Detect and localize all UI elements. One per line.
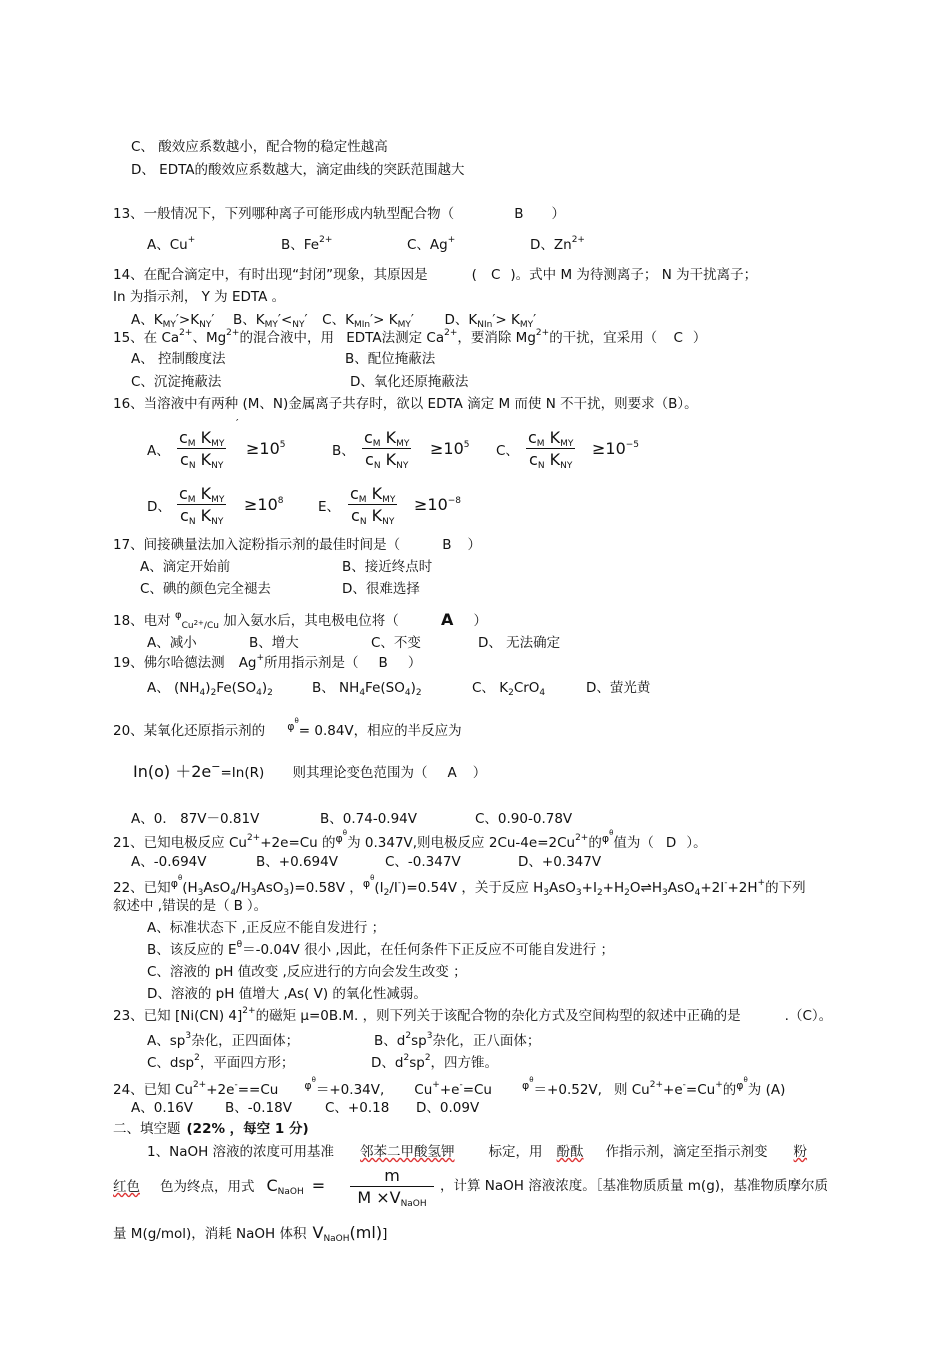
q13-option-c: C、Ag+	[407, 235, 456, 253]
q13-option-d: D、$Zn^{2+}$	[530, 235, 585, 253]
q19-option-b: B、 $NH_4Fe(SO_4)_2$	[312, 680, 422, 698]
q24-option-d: D、0.09V	[416, 1100, 480, 1116]
q15-answer: C	[673, 330, 683, 346]
section-title: 二、填空题 (22% ，每空 1 分)	[113, 1121, 309, 1137]
q16-fraction-d: $c_M$ $K_{MY}$ $c_N$ $K_{NY}$	[179, 484, 225, 527]
q23-answer: C	[802, 1008, 812, 1024]
q16-fraction-a: $c_M$ $K_{MY}$ $c_N$ $K_{NY}$	[179, 428, 225, 471]
q17-option-d: D、很难选择	[342, 581, 420, 597]
q13-stem: 13、一般情况下，下列哪种离子可能形成内轨型配合物（ B ）	[113, 206, 565, 222]
q13-answer: B	[514, 206, 524, 222]
q16-label-d: D、	[147, 499, 171, 515]
q14-stem: 14、在配合滴定中，有时出现“封闭”现象，其原因是 ( C )。式中 M 为待测离子； N 为干扰离子；	[113, 267, 758, 283]
q15-option-d: D、氧化还原掩蔽法	[350, 374, 469, 390]
fill1-formula-fraction: m $M \times V_{NaOH}$	[350, 1166, 434, 1207]
q20-answer: A	[447, 765, 457, 781]
q22-answer: B	[233, 898, 243, 914]
q24-option-a: A、0.16V	[131, 1100, 194, 1116]
q24-stem: 24、已知 $Cu^{2+}+2e^-==Cu$ $^{\varphi^\theta}$＝+0.34V, Cu++e-=Cu $^{\varphi^\theta}$＝+0.52V, 则 $Cu^{2+}+e^-=Cu^+$的$^{\varphi^\theta}$为 (A)	[113, 1076, 786, 1098]
q14-options: A、$K_{MY}'>K_{NY}'$ B、$K_{MY}'<_{NY}'$ C、$K_{MIn}'> K_{MY}'$ D、$K_{NIn}'> K_{MY}'$	[131, 312, 537, 330]
q16-fraction-b: $c_M$ $K_{MY}$ $c_N$ $K_{NY}$	[364, 428, 410, 471]
q14-answer: C	[490, 267, 501, 283]
q17-option-b: B、接近终点时	[342, 559, 433, 575]
q22-option-c: C、溶液的 pH 值改变 ,反应进行的方向会发生改变 ；	[147, 964, 467, 980]
q24-option-c: C、+0.18	[325, 1100, 390, 1116]
q17-option-c: C、碘的颜色完全褪去	[140, 581, 271, 597]
q23-option-c: C、dsp$^2$，平面四方形；	[147, 1053, 295, 1071]
q22-stem: 22、已知$^{\varphi^\theta}(H_3AsO_4/H_3AsO_3)=0.58V$ ，$^{\varphi^\theta}(I_2/I^-)=0.54V$ ，关于反应 $H_3AsO_3+I_2+H_2O\rightleftharpoons H_3AsO_4+2I^-+2H^+$的下列	[113, 874, 806, 898]
q16-fraction-c: $c_M$ $K_{MY}$ $c_N$ $K_{NY}$	[528, 428, 574, 471]
q19-answer: B	[378, 655, 388, 671]
q16-label-b: B、	[332, 443, 355, 459]
q14-line2: In 为指示剂， Y 为 EDTA 。	[113, 289, 286, 305]
q22-option-a: A、标准状态下 ,正反应不能自发进行 ；	[147, 920, 386, 936]
q16-fraction-e: $c_M$ $K_{MY}$ $c_N$ $K_{NY}$	[350, 484, 396, 527]
fill1-line2-rest: ，计算 NaOH 溶液浓度。［基准物质质量 m(g)，基准物质摩尔质	[440, 1178, 829, 1194]
q18-option-a: A、减小	[147, 635, 197, 651]
q16-stem: 16、当溶液中有两种 (M、N)金属离子共存时，欲以 EDTA 滴定 M 而使 N 不干扰，则要求（B）。	[113, 396, 698, 412]
fill1-line3: 量 M(g/mol)，消耗 NaOH 体积 $V_{NaOH}(ml)$]	[113, 1223, 388, 1244]
q15-option-a: A、 控制酸度法	[131, 351, 226, 367]
q18-option-d: D、 无法确定	[478, 635, 561, 651]
fill1-line2: 红色 色为终点，用式 $C_{NaOH}$ =	[113, 1176, 326, 1197]
q17-stem: 17、间接碘量法加入淀粉指示剂的最佳时间是（ B ）	[113, 537, 481, 553]
q18-option-c: C、不变	[371, 635, 421, 651]
q19-stem: 19、佛尔哈德法测 Ag+所用指示剂是（ B ）	[113, 653, 422, 671]
q19-option-a: A、 $(NH_4)_2Fe(SO_4)_2$	[147, 680, 273, 698]
fill1-blank-3a: 粉	[793, 1144, 808, 1160]
fill1-blank-3b: 红色	[113, 1179, 140, 1195]
q12-option-c: C、 酸效应系数越小，配合物的稳定性越高	[131, 139, 388, 155]
q21-option-d: D、+0.347V	[518, 854, 602, 870]
q15-stem: 15、在 $Ca^{2+}$、$Mg^{2+}$的混合液中，用 EDTA法测定 $Ca^{2+}$，要消除 $Mg^{2+}$的干扰，宜采用（ C ）	[113, 328, 707, 346]
q16-label-e: E、	[318, 499, 341, 515]
q19-option-d: D、萤光黄	[586, 680, 651, 696]
q17-option-a: A、滴定开始前	[140, 559, 231, 575]
q22-option-b: B、该反应的 $E^\theta=-0.04V$ 很小 ,因此，在任何条件下正反应不可能自发进行 ；	[147, 940, 614, 958]
q21-stem: 21、已知电极反应 $Cu^{2+}+2e=Cu$ 的$^{\varphi^\theta}$为 0.347V,则电极反应 $2Cu-4e=2Cu^{2+}$的$^{\varphi^\theta}$值为（ D ）。	[113, 829, 707, 851]
fill1-blank-1: 邻苯二甲酸氢钾	[360, 1144, 455, 1160]
q12-option-d: D、 EDTA的酸效应系数越大，滴定曲线的突跃范围越大	[131, 162, 465, 178]
q20-reaction: In(o) ＋2e−=In(R) 则其理论变色范围为（ A ）	[133, 760, 487, 781]
q24-option-b: B、-0.18V	[225, 1100, 292, 1116]
q20-option-c: C、0.90-0.78V	[475, 811, 573, 827]
q16-answer: B	[668, 396, 678, 412]
exam-page: C、 酸效应系数越小，配合物的稳定性越高 D、 EDTA的酸效应系数越大，滴定曲线的突跃范围越大 13、一般情况下，下列哪种离子可能形成内轨型配合物（ B ） A、Cu+ B、$Fe^{2+}$ C、Ag+ D、$Zn^{2+}$ 14、在配合滴定中，有时出现“封闭”现象，其原因是 ( C )。式中 M 为待测离子； N 为干扰离子； In 为指示剂， Y 为 EDTA 。 A、$K_{MY}'>K_{NY}'$ B、$K_{MY}'<_{NY}'$ C、$K_{MIn}'> K_{MY}'$ D、$K_{NIn}'> K_{MY}'$ 15、在 $Ca^{2+}$、$Mg^{2+}$的混合液中，用 EDTA法测定 $Ca^{2+}$，要消除 $Mg^{2+}$的干扰，宜采用（ C ） A、 控制酸度法 B、配位掩蔽法 C、沉淀掩蔽法 D、氧化还原掩蔽法 16、当溶液中有两种 (M、N)金属离子共存时，欲以 EDTA 滴定 M 而使 N 不干扰，则要求（B）。 ′ A、 $c_M$ $K_{MY}$ $c_N$ $K_{NY}$ $\ge 10^5$ B、 $c_M$ $K_{MY}$ $c_N$ $K_{NY}$ $\ge 10^5$ C、 $c_M$ $K_{MY}$ $c_N$ $K_{NY}$ $\ge 10^{-5}$ D、 $c_M$ $K_{MY}$ $c_N$ $K_{NY}$ $\ge 10^8$ E、 $c_M$ $K_{MY}$ $c_N$ $K_{NY}$ $\ge 10^{-8}$ 17、间接碘量法加入淀粉指示剂的最佳时间是（ B ） A、滴定开始前 B、接近终点时 C、碘的颜色完全褪去 D、很难选择 18、电对 $^\varphi_{Cu^{2+}/Cu}$ 加入氨水后，其电极电位将（ A ） A、减小 B、增大 C、不变 D、 无法确定 19、佛尔哈德法测 Ag+所用指示剂是（ B ） A、 $(NH_4)_2Fe(SO_4)_2$ B、 $NH_4Fe(SO_4)_2$ C、 $K_2CrO_4$ D、萤光黄 20、某氧化还原指示剂的 $^{\varphi^\theta}$= 0.84V，相应的半反应为 In(o) ＋2e−=In(R) 则其理论变色范围为（ A ） A、0． 87V－0.81V B、0.74-0.94V C、0.90-0.78V 21、已知电极反应 $Cu^{2+}+2e=Cu$ 的$^{\varphi^\theta}$为 0.347V,则电极反应 $2Cu-4e=2Cu^{2+}$的$^{\varphi^\theta}$值为（ D ）。 A、-0.694V B、+0.694V C、-0.347V D、+0.347V 22、已知$^{\varphi^\theta}(H_3AsO_4/H_3AsO_3)=0.58V$ ，$^{\varphi^\theta}(I_2/I^-)=0.54V$ ，关于反应 $H_3AsO_3+I_2+H_2O\rightleftharpoons H_3AsO_4+2I^-+2H^+$的下列 叙述中 ,错误的是（ B ）。 A、标准状态下 ,正反应不能自发进行 ； B、该反应的 $E^\theta=-0.04V$ 很小 ,因此，在任何条件下正反应不可能自发进行 ； C、溶液的 pH 值改变 ,反应进行的方向会发生改变 ； D、溶液的 pH 值增大 ,As( Ⅴ) 的氧化性减弱。 23、已知 [Ni(CN) 4]$^{2+}$的磁矩 μ=0B.M. ，则下列关于该配合物的杂化方式及空间构型的叙述中正确的是 .（C）。 A、$sp^3$杂化，正四面体； B、$d^2sp^3$杂化，正八面体； C、dsp$^2$，平面四方形； D、$d^2sp^2$，四方锥。 24、已知 $Cu^{2+}+2e^-==Cu$ $^{\varphi^\theta}$＝+0.34V, Cu++e-=Cu $^{\varphi^\theta}$＝+0.52V, 则 $Cu^{2+}+e^-=Cu^+$的$^{\varphi^\theta}$为 (A) A、0.16V B、-0.18V C、+0.18 D、0.09V 二、填空题 (22% ，每空 1 分) 1、NaOH 溶液的浓度可用基准 邻苯二甲酸氢钾 标定，用 酚酞 作指示剂，滴定至指示剂变 粉 红色 色为终点，用式 $C_{NaOH}$ = m $M \times V_{NaOH}$ ，计算 NaOH 溶液浓度。［基准物质质量 m(g)，基准物质摩尔质 量 M(g/mol)，消耗 NaOH 体积 $V_{NaOH}(ml)$]	[113, 139, 833, 1244]
q17-answer: B	[442, 537, 452, 553]
q21-option-a: A、-0.694V	[131, 854, 207, 870]
q21-answer: D	[665, 835, 677, 851]
q13-option-b: B、$Fe^{2+}$	[281, 235, 333, 253]
q20-stem: 20、某氧化还原指示剂的 $^{\varphi^\theta}$= 0.84V，相应的半反应为	[113, 717, 462, 739]
q22-option-d: D、溶液的 pH 值增大 ,As( Ⅴ) 的氧化性减弱。	[147, 986, 427, 1002]
q21-option-c: C、-0.347V	[385, 854, 461, 870]
q20-option-b: B、0.74-0.94V	[320, 811, 417, 827]
q22-line2: 叙述中 ,错误的是（ B ）。	[113, 898, 268, 914]
q23-option-d: D、$d^2sp^2$，四方锥。	[371, 1053, 499, 1071]
fill1-line1: 1、NaOH 溶液的浓度可用基准 邻苯二甲酸氢钾 标定，用 酚酞 作指示剂，滴定至指示剂变 粉	[147, 1144, 808, 1160]
q13-option-a: A、Cu+	[147, 235, 196, 253]
q16-label-c: C、	[496, 443, 519, 459]
q20-option-a: A、0． 87V－0.81V	[131, 811, 260, 827]
q18-answer: A	[441, 610, 454, 629]
q21-option-b: B、+0.694V	[256, 854, 338, 870]
q23-option-a: A、$sp^3$杂化，正四面体；	[147, 1031, 300, 1049]
q15-option-c: C、沉淀掩蔽法	[131, 374, 222, 390]
q15-option-b: B、配位掩蔽法	[345, 351, 436, 367]
q16-label-a: A、	[147, 443, 170, 459]
q24-answer: A	[770, 1082, 781, 1098]
fill1-blank-2: 酚酞	[556, 1144, 584, 1160]
q23-option-b: B、$d^2sp^3$杂化，正八面体；	[374, 1031, 541, 1049]
q18-stem: 18、电对 $^\varphi_{Cu^{2+}/Cu}$ 加入氨水后，其电极电位将（ A ）	[113, 610, 487, 631]
q19-option-c: C、 $K_2CrO_4$	[472, 680, 546, 698]
q23-stem: 23、已知 [Ni(CN) 4]$^{2+}$的磁矩 μ=0B.M. ，则下列关于该配合物的杂化方式及空间构型的叙述中正确的是 .（C）。	[113, 1006, 833, 1024]
q18-option-b: B、增大	[249, 635, 299, 651]
